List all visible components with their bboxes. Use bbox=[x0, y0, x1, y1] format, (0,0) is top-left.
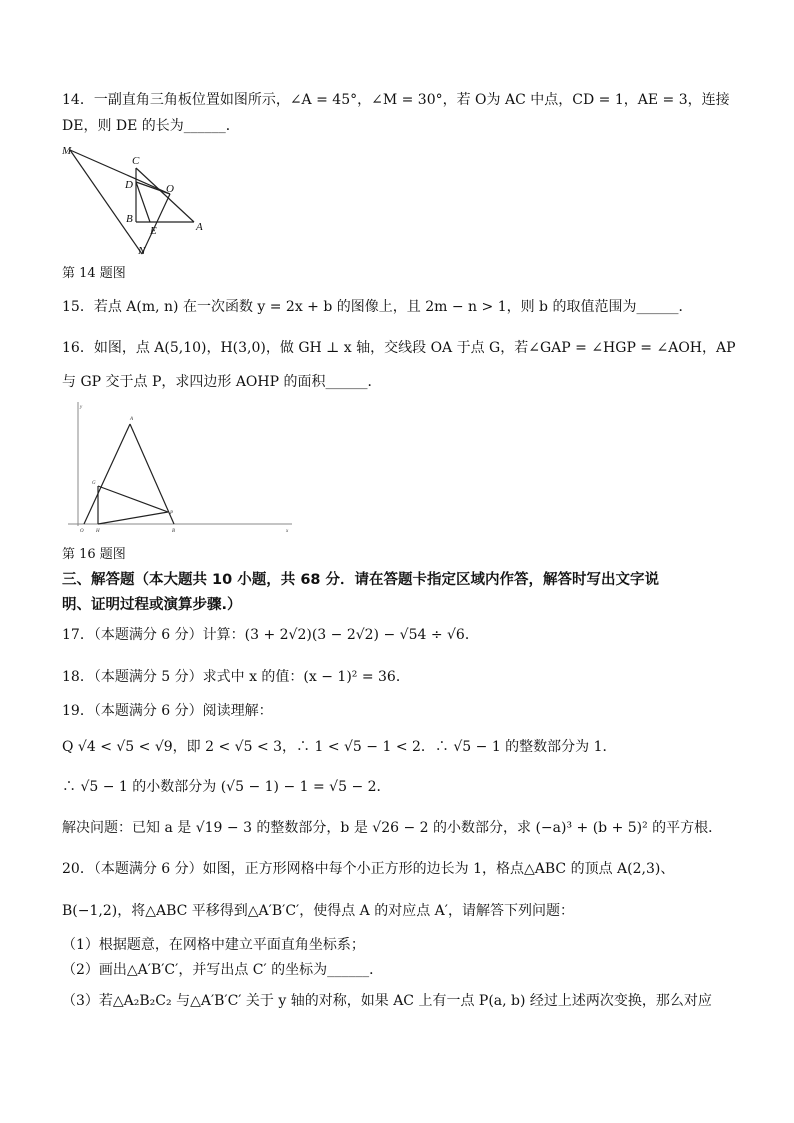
q20-text-line3: （1）根据题意，在网格中建立平面直角坐标系； bbox=[62, 937, 365, 953]
segment-AB bbox=[130, 424, 174, 524]
q20-text-line2: B(−1,2)，将△ABC 平移得到△A′B′C′，使得点 A 的对应点 A′，请解答下列问题： bbox=[62, 903, 574, 919]
label-O: O bbox=[80, 529, 84, 534]
label-O: O bbox=[166, 183, 174, 195]
label-M: M bbox=[62, 145, 72, 157]
label-B: B bbox=[126, 213, 133, 225]
q16-text-line2: 与 GP 交于点 P，求四边形 AOHP 的面积______． bbox=[62, 374, 382, 390]
segment-OA bbox=[84, 424, 130, 524]
label-N: N bbox=[138, 245, 146, 257]
label-y: y bbox=[80, 405, 83, 410]
label-E: E bbox=[150, 225, 157, 237]
label-B: B bbox=[172, 529, 176, 534]
q16-caption: 第 16 题图 bbox=[62, 547, 126, 562]
q17-text: 17．（本题满分 6 分）计算：(3 + 2√2)(3 − 2√2) − √54 ÷ √6． bbox=[62, 627, 479, 643]
label-x: x bbox=[286, 529, 289, 534]
q18-text: 18．（本题满分 5 分）求式中 x 的值：(x − 1)² = 36． bbox=[62, 669, 410, 685]
line-DE bbox=[136, 182, 150, 222]
label-H: H bbox=[96, 529, 100, 534]
section3-heading-line2: 明、证明过程或演算步骤.） bbox=[62, 597, 242, 613]
label-C: C bbox=[132, 155, 140, 167]
q14-figure bbox=[62, 142, 222, 260]
label-P: P bbox=[170, 511, 174, 516]
segment-HP bbox=[98, 512, 168, 524]
label-A: A bbox=[130, 417, 134, 422]
q20-text-line5: （3）若△A₂B₂C₂ 与△A′B′C′ 关于 y 轴的对称，如果 AC 上有一点 P(a, b) 经过上述两次变换，那么对应 bbox=[62, 993, 712, 1009]
q16-text-line1: 16．如图，点 A(5,10)，H(3,0)，做 GH ⊥ x 轴，交线段 OA 于点 G，若∠GAP = ∠HGP = ∠AOH，AP bbox=[62, 340, 736, 356]
q20-text-line4: （2）画出△A′B′C′，并写出点 C′ 的坐标为______． bbox=[62, 962, 384, 978]
q19-text-line4: 解决问题：已知 a 是 √19 − 3 的整数部分，b 是 √26 − 2 的小数部分，求 (−a)³ + (b + 5)² 的平方根． bbox=[62, 820, 723, 836]
section3-heading-line1: 三、解答题（本大题共 10 小题，共 68 分．请在答题卡指定区域内作答，解答时写出文字说 bbox=[62, 572, 660, 588]
q19-text-line1: 19．（本题满分 6 分）阅读理解： bbox=[62, 703, 273, 719]
label-G: G bbox=[92, 481, 96, 486]
q16-figure bbox=[62, 398, 297, 538]
q19-text-line3: ∴ √5 − 1 的小数部分为 (√5 − 1) − 1 = √5 − 2． bbox=[62, 779, 391, 795]
q19-text-line2: Q √4 < √5 < √9，即 2 < √5 < 3，∴ 1 < √5 − 1 < 2．∴ √5 − 1 的整数部分为 1． bbox=[62, 739, 617, 755]
q14-text-line2: DE，则 DE 的长为______． bbox=[62, 118, 240, 134]
q14-text-line1: 14．一副直角三角板位置如图所示，∠A = 45°，∠M = 30°，若 O为 AC 中点，CD = 1，AE = 3，连接 bbox=[62, 92, 730, 108]
q20-text-line1: 20．（本题满分 6 分）如图，正方形网格中每个小正方形的边长为 1，格点△ABC 的顶点 A(2,3)、 bbox=[62, 861, 675, 877]
line-CA bbox=[136, 168, 194, 222]
q14-caption: 第 14 题图 bbox=[62, 266, 126, 281]
q15-text: 15．若点 A(m, n) 在一次函数 y = 2x + b 的图像上，且 2m − n > 1，则 b 的取值范围为______． bbox=[62, 299, 693, 315]
segment-GP bbox=[98, 486, 168, 512]
line-ON bbox=[142, 194, 170, 254]
label-A: A bbox=[196, 221, 203, 233]
label-D: D bbox=[125, 179, 133, 191]
